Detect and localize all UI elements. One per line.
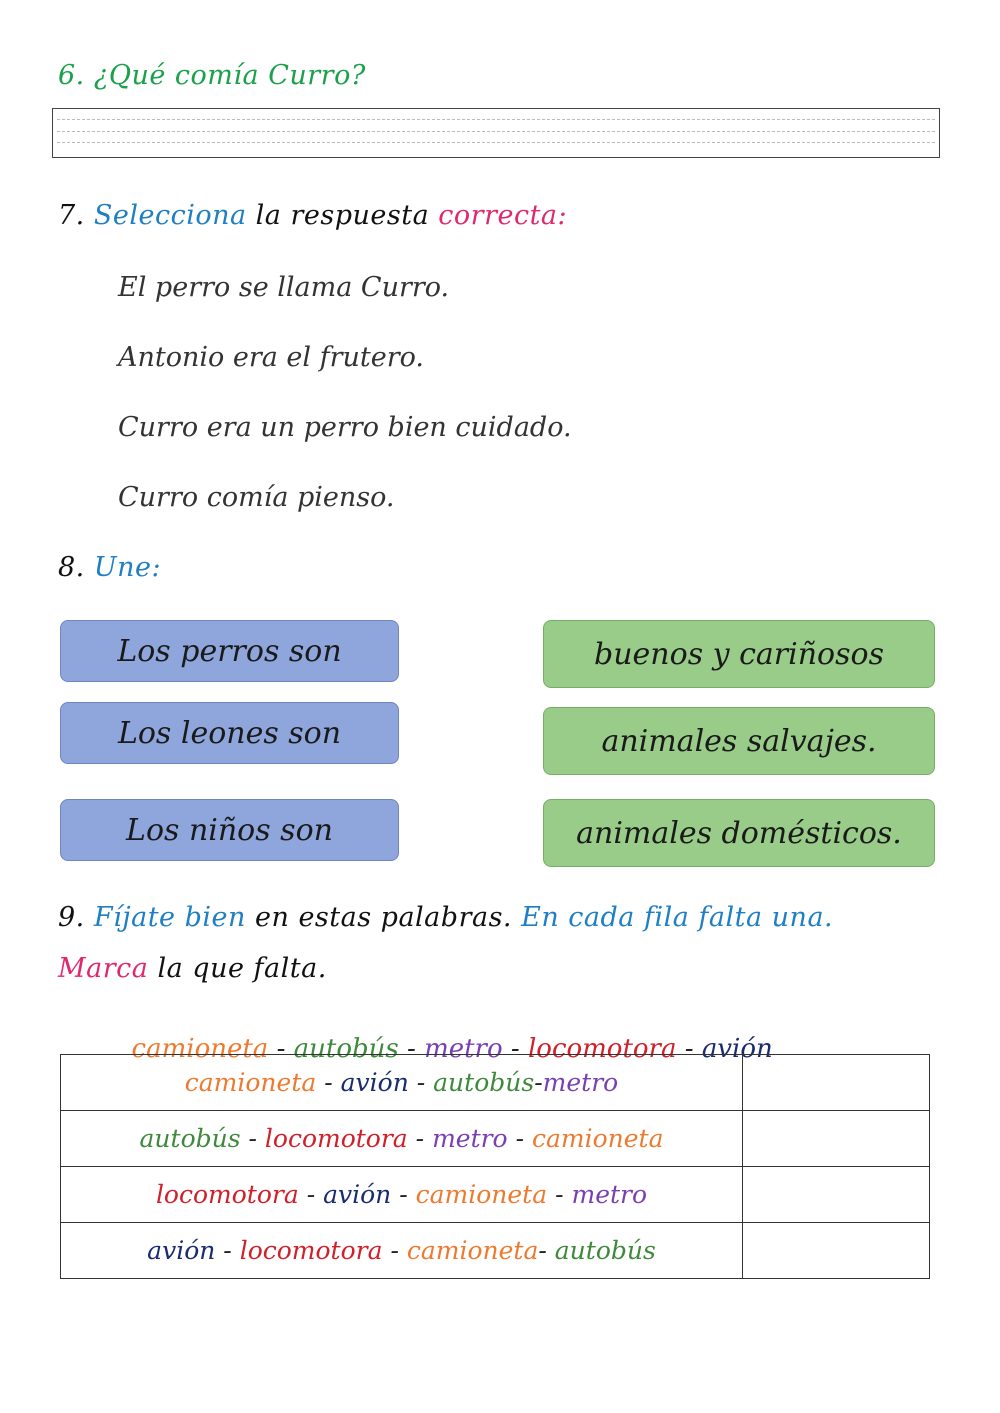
separator: -: [298, 1180, 324, 1209]
question-9-text-a: Fíjate bien: [93, 902, 246, 933]
ref-word-locomotora: locomotora: [527, 1034, 677, 1064]
question-9-text-c: En cada fila falta una.: [521, 902, 834, 933]
question-6: [58, 60, 366, 91]
answer-cell[interactable]: [743, 1111, 930, 1167]
question-9-text-rest: la que falta.: [157, 953, 327, 984]
word-cell: [61, 1111, 743, 1167]
word-camioneta: camioneta: [531, 1124, 664, 1153]
answer-writing-box[interactable]: [52, 108, 940, 158]
question-9-number: 9.: [58, 902, 85, 933]
word-cell: [61, 1167, 743, 1223]
separator: -: [534, 1068, 543, 1097]
separator: -: [391, 1180, 416, 1209]
word-metro: metro: [542, 1068, 619, 1097]
question-7: [58, 200, 567, 231]
option-1[interactable]: El perro se llama Curro.: [118, 272, 450, 303]
table-row: [61, 1055, 930, 1111]
ref-separator: -: [502, 1034, 528, 1064]
ref-word-metro: metro: [424, 1034, 503, 1064]
word-camioneta: camioneta: [415, 1180, 548, 1209]
match-left-card-1[interactable]: Los perros son: [60, 620, 399, 682]
question-9-text-mark: Marca: [58, 953, 149, 984]
word-camioneta: camioneta: [184, 1068, 317, 1097]
word-avion: avión: [323, 1180, 392, 1209]
separator: -: [538, 1236, 555, 1265]
question-7-words-answer: la respuesta: [255, 200, 430, 231]
question-6-text: ¿Qué comía Curro?: [93, 60, 366, 91]
match-right-card-3[interactable]: animales domésticos.: [543, 799, 935, 867]
ref-separator: -: [268, 1034, 294, 1064]
question-9-text-b: en estas palabras.: [255, 902, 513, 933]
match-left-card-2[interactable]: Los leones son: [60, 702, 399, 764]
question-6-number: 6.: [58, 60, 85, 91]
word-locomotora: locomotora: [264, 1124, 408, 1153]
word-locomotora: locomotora: [155, 1180, 299, 1209]
separator: -: [407, 1124, 433, 1153]
table-row: [61, 1223, 930, 1279]
separator: -: [382, 1236, 407, 1265]
option-4[interactable]: Curro comía pienso.: [118, 482, 395, 513]
ref-word-camioneta: camioneta: [131, 1034, 269, 1064]
match-right-card-2[interactable]: animales salvajes.: [543, 707, 935, 775]
word-avion: avión: [147, 1236, 216, 1265]
question-7-word-select: Selecciona: [93, 200, 247, 231]
answer-cell[interactable]: [743, 1167, 930, 1223]
word-autobus: autobús: [139, 1124, 241, 1153]
word-autobus: autobús: [554, 1236, 656, 1265]
question-8: [58, 552, 161, 583]
separator: -: [240, 1124, 265, 1153]
match-left-card-3[interactable]: Los niños son: [60, 799, 399, 861]
word-cell: [61, 1055, 743, 1111]
table-row: [61, 1167, 930, 1223]
word-camioneta: camioneta: [406, 1236, 539, 1265]
missing-word-table: [60, 1054, 930, 1279]
word-locomotora: locomotora: [239, 1236, 383, 1265]
option-3[interactable]: Curro era un perro bien cuidado.: [118, 412, 572, 443]
match-right-card-1[interactable]: buenos y cariñosos: [543, 620, 935, 688]
answer-cell[interactable]: [743, 1055, 930, 1111]
question-7-word-correct: correcta:: [438, 200, 568, 231]
question-8-number: 8.: [58, 552, 85, 583]
question-8-label: Une:: [93, 552, 162, 583]
ref-separator: -: [676, 1034, 702, 1064]
ref-word-avion: avión: [701, 1034, 773, 1064]
word-autobus: autobús: [433, 1068, 535, 1097]
separator: -: [215, 1236, 240, 1265]
separator: -: [408, 1068, 434, 1097]
word-cell: [61, 1223, 743, 1279]
option-2[interactable]: Antonio era el frutero.: [118, 342, 425, 373]
word-avion: avión: [340, 1068, 409, 1097]
word-metro: metro: [571, 1180, 648, 1209]
question-9-line-2: [58, 953, 327, 984]
question-9-line-1: [58, 902, 833, 933]
separator: -: [547, 1180, 572, 1209]
answer-cell[interactable]: [743, 1223, 930, 1279]
ref-separator: -: [398, 1034, 425, 1064]
table-row: [61, 1111, 930, 1167]
question-7-number: 7.: [58, 200, 85, 231]
ref-word-autobus: autobús: [293, 1034, 399, 1064]
separator: -: [507, 1124, 532, 1153]
word-metro: metro: [432, 1124, 508, 1153]
separator: -: [316, 1068, 341, 1097]
